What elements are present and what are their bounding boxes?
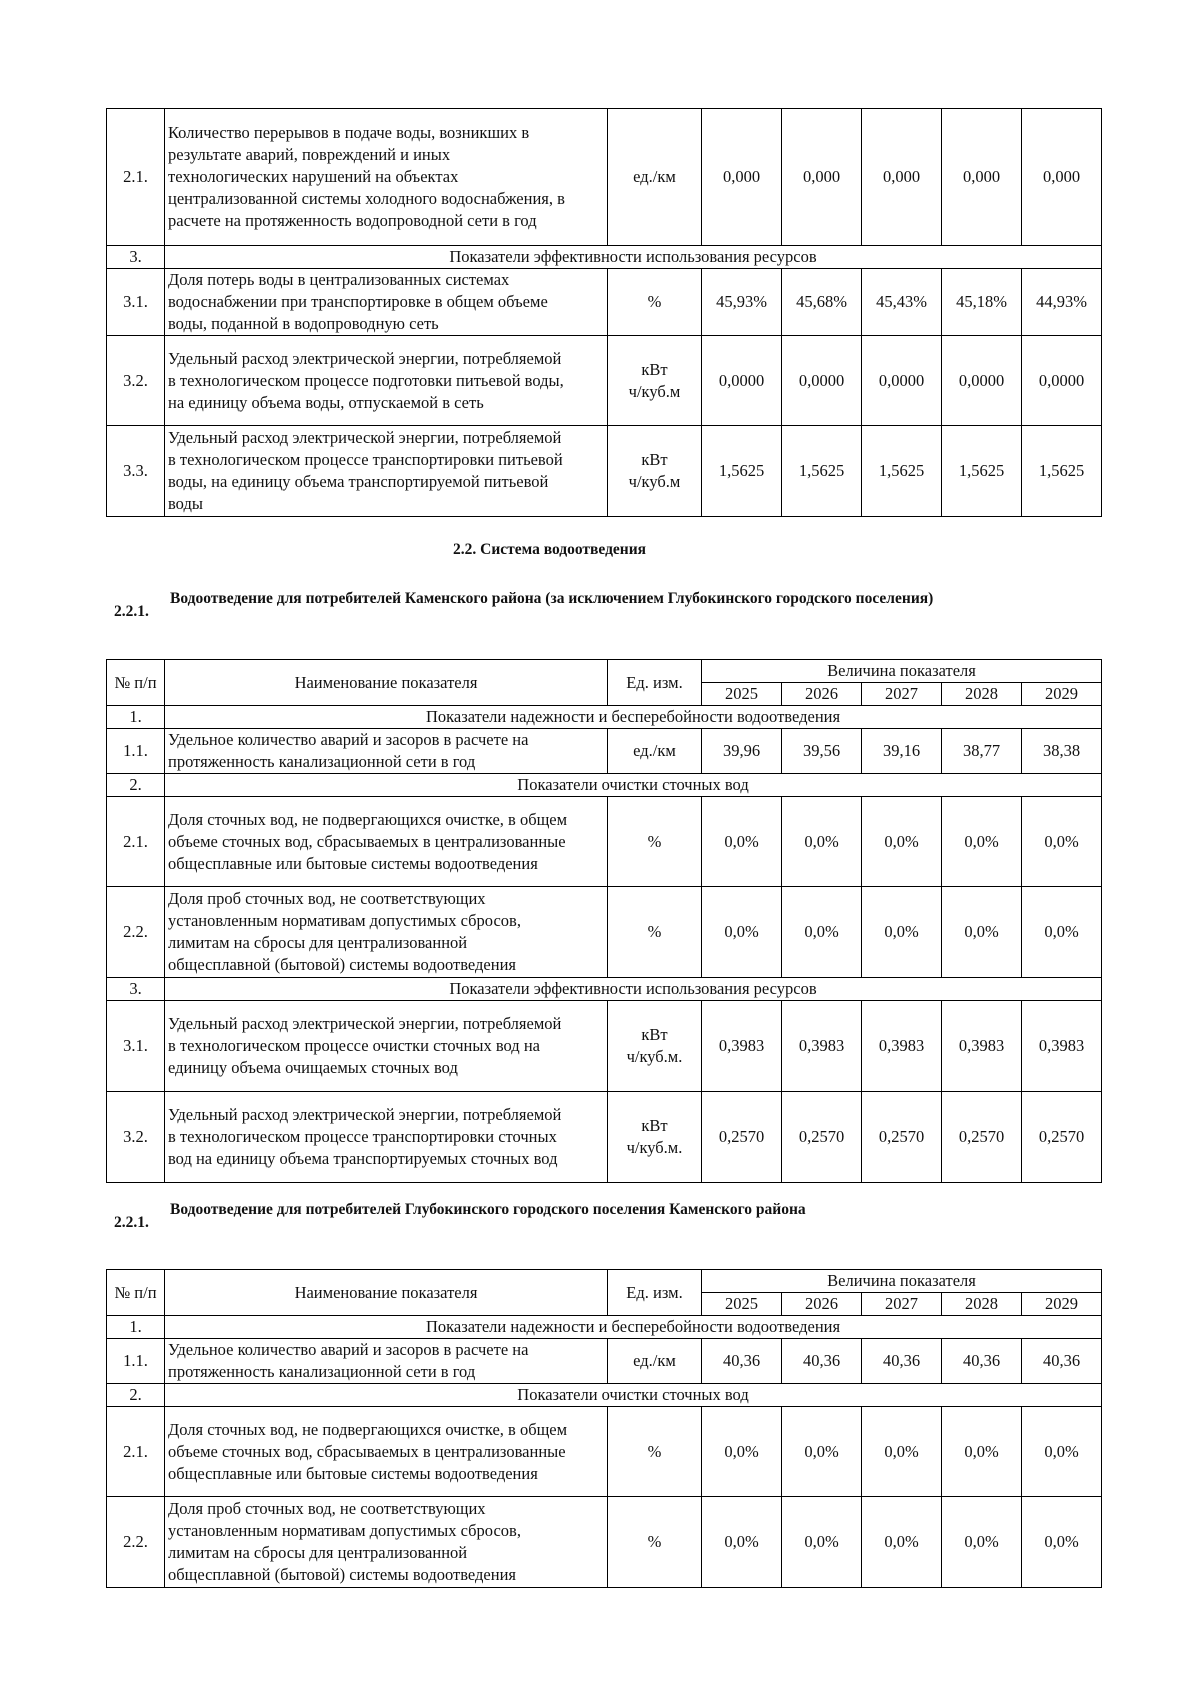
unit-cell: ед./км bbox=[608, 1339, 702, 1384]
value-cell: 0,0% bbox=[1022, 797, 1102, 887]
header-value: Величина показателя bbox=[702, 1270, 1102, 1293]
subsection-title: Водоотведение для потребителей Каменского района (за исключением Глубокинского городского поселения) bbox=[170, 590, 934, 607]
header-year: 2028 bbox=[942, 1293, 1022, 1316]
header-unit: Ед. изм. bbox=[608, 1270, 702, 1316]
row-number: 3.1. bbox=[107, 1001, 165, 1092]
value-cell: 44,93% bbox=[1022, 269, 1102, 336]
value-cell: 0,0% bbox=[942, 1407, 1022, 1497]
value-cell: 0,0% bbox=[942, 887, 1022, 978]
wastewater-table-glubokinsky bbox=[106, 1269, 1102, 1588]
value-cell: 1,5625 bbox=[702, 426, 782, 517]
value-cell: 0,2570 bbox=[1022, 1092, 1102, 1183]
value-cell: 0,0% bbox=[1022, 1407, 1102, 1497]
subsection-title: Водоотведение для потребителей Глубокинского городского поселения Каменского района bbox=[170, 1201, 806, 1218]
value-cell: 0,0% bbox=[862, 1497, 942, 1588]
row-number: 1.1. bbox=[107, 729, 165, 774]
row-number: 1. bbox=[107, 1316, 165, 1339]
indicator-name: Удельный расход электрической энергии, потребляемой в технологическом процессе транспортировки сточных вод на единицу объема транспортируемых сточных вод bbox=[165, 1092, 608, 1183]
value-cell: 0,0% bbox=[782, 797, 862, 887]
indicator-name: Доля потерь воды в централизованных системах водоснабжении при транспортировке в общем объеме воды, поданной в водопроводную сеть bbox=[165, 269, 608, 336]
section-title: Показатели эффективности использования ресурсов bbox=[165, 246, 1102, 269]
table-row bbox=[107, 1092, 1102, 1183]
row-number: 2.1. bbox=[107, 109, 165, 246]
value-cell: 0,0% bbox=[862, 887, 942, 978]
value-cell: 0,0% bbox=[782, 1497, 862, 1588]
row-number: 3. bbox=[107, 246, 165, 269]
header-row bbox=[107, 660, 1102, 683]
value-cell: 0,2570 bbox=[702, 1092, 782, 1183]
value-cell: 39,96 bbox=[702, 729, 782, 774]
section-row bbox=[107, 1384, 1102, 1407]
value-cell: 0,3983 bbox=[1022, 1001, 1102, 1092]
value-cell: 45,43% bbox=[862, 269, 942, 336]
value-cell: 45,68% bbox=[782, 269, 862, 336]
value-cell: 0,0% bbox=[782, 887, 862, 978]
value-cell: 0,2570 bbox=[782, 1092, 862, 1183]
table-row bbox=[107, 1001, 1102, 1092]
header-year: 2026 bbox=[782, 683, 862, 706]
unit-cell: кВт ч/куб.м bbox=[608, 336, 702, 426]
section-row bbox=[107, 774, 1102, 797]
indicator-name: Удельный расход электрической энергии, потребляемой в технологическом процессе подготовки питьевой воды, на единицу объема воды, отпускаемой в сеть bbox=[165, 336, 608, 426]
value-cell: 0,0% bbox=[702, 887, 782, 978]
value-cell: 0,0000 bbox=[862, 336, 942, 426]
value-cell: 1,5625 bbox=[782, 426, 862, 517]
value-cell: 0,0000 bbox=[702, 336, 782, 426]
section-row bbox=[107, 246, 1102, 269]
value-cell: 38,77 bbox=[942, 729, 1022, 774]
section-title: Показатели эффективности использования ресурсов bbox=[165, 978, 1102, 1001]
header-name: Наименование показателя bbox=[165, 660, 608, 706]
unit-cell: % bbox=[608, 269, 702, 336]
value-cell: 0,3983 bbox=[782, 1001, 862, 1092]
row-number: 3.1. bbox=[107, 269, 165, 336]
value-cell: 40,36 bbox=[942, 1339, 1022, 1384]
value-cell: 0,2570 bbox=[862, 1092, 942, 1183]
header-year: 2027 bbox=[862, 1293, 942, 1316]
unit-cell: кВт ч/куб.м. bbox=[608, 1092, 702, 1183]
value-cell: 0,000 bbox=[702, 109, 782, 246]
value-cell: 0,0% bbox=[702, 797, 782, 887]
table-row bbox=[107, 1407, 1102, 1497]
row-number: 2.2. bbox=[107, 1497, 165, 1588]
value-cell: 45,93% bbox=[702, 269, 782, 336]
row-number: 1.1. bbox=[107, 1339, 165, 1384]
value-cell: 0,0% bbox=[942, 1497, 1022, 1588]
row-number: 2.2. bbox=[107, 887, 165, 978]
table-row bbox=[107, 1339, 1102, 1384]
header-year: 2027 bbox=[862, 683, 942, 706]
section-row bbox=[107, 1316, 1102, 1339]
table-row bbox=[107, 729, 1102, 774]
table-row bbox=[107, 1497, 1102, 1588]
value-cell: 0,0% bbox=[862, 797, 942, 887]
header-year: 2029 bbox=[1022, 683, 1102, 706]
row-number: 2. bbox=[107, 1384, 165, 1407]
unit-cell: % bbox=[608, 1497, 702, 1588]
value-cell: 0,3983 bbox=[942, 1001, 1022, 1092]
section-title: Показатели надежности и бесперебойности водоотведения bbox=[165, 1316, 1102, 1339]
value-cell: 0,0% bbox=[1022, 887, 1102, 978]
wastewater-table-kamensky bbox=[106, 659, 1102, 1183]
value-cell: 0,0000 bbox=[942, 336, 1022, 426]
header-value: Величина показателя bbox=[702, 660, 1102, 683]
value-cell: 0,0000 bbox=[1022, 336, 1102, 426]
subsection-number: 2.2.1. bbox=[114, 1214, 149, 1231]
value-cell: 45,18% bbox=[942, 269, 1022, 336]
value-cell: 0,3983 bbox=[702, 1001, 782, 1092]
header-year: 2026 bbox=[782, 1293, 862, 1316]
value-cell: 40,36 bbox=[782, 1339, 862, 1384]
indicator-name: Удельное количество аварий и засоров в расчете на протяженность канализационной сети в год bbox=[165, 1339, 608, 1384]
row-number: 3. bbox=[107, 978, 165, 1001]
value-cell: 38,38 bbox=[1022, 729, 1102, 774]
unit-cell: % bbox=[608, 797, 702, 887]
section-row bbox=[107, 706, 1102, 729]
value-cell: 0,0% bbox=[1022, 1497, 1102, 1588]
header-year: 2025 bbox=[702, 1293, 782, 1316]
header-year: 2028 bbox=[942, 683, 1022, 706]
value-cell: 0,000 bbox=[1022, 109, 1102, 246]
value-cell: 0,000 bbox=[942, 109, 1022, 246]
row-number: 1. bbox=[107, 706, 165, 729]
table-row bbox=[107, 797, 1102, 887]
row-number: 3.3. bbox=[107, 426, 165, 517]
header-unit: Ед. изм. bbox=[608, 660, 702, 706]
unit-cell: % bbox=[608, 1407, 702, 1497]
unit-cell: ед./км bbox=[608, 729, 702, 774]
value-cell: 40,36 bbox=[702, 1339, 782, 1384]
value-cell: 0,0% bbox=[702, 1407, 782, 1497]
row-number: 2. bbox=[107, 774, 165, 797]
header-year: 2025 bbox=[702, 683, 782, 706]
value-cell: 40,36 bbox=[862, 1339, 942, 1384]
value-cell: 0,0% bbox=[782, 1407, 862, 1497]
indicator-name: Удельный расход электрической энергии, потребляемой в технологическом процессе очистки сточных вод на единицу объема очищаемых сточных вод bbox=[165, 1001, 608, 1092]
indicator-name: Удельное количество аварий и засоров в расчете на протяженность канализационной сети в год bbox=[165, 729, 608, 774]
indicator-name: Доля сточных вод, не подвергающихся очистке, в общем объеме сточных вод, сбрасываемых в централизованные общесплавные или бытовые системы водоотведения bbox=[165, 1407, 608, 1497]
value-cell: 0,0000 bbox=[782, 336, 862, 426]
unit-cell: кВт ч/куб.м. bbox=[608, 1001, 702, 1092]
indicator-name: Доля проб сточных вод, не соответствующих установленным нормативам допустимых сбросов, лимитам на сбросы для централизованной общесплавной (бытовой) системы водоотведения bbox=[165, 887, 608, 978]
section-title: Показатели очистки сточных вод bbox=[165, 1384, 1102, 1407]
table-row bbox=[107, 426, 1102, 517]
section-title-wastewater: 2.2. Система водоотведения bbox=[453, 541, 647, 558]
row-number: 2.1. bbox=[107, 797, 165, 887]
row-number: 2.1. bbox=[107, 1407, 165, 1497]
row-number: 3.2. bbox=[107, 336, 165, 426]
row-number: 3.2. bbox=[107, 1092, 165, 1183]
indicator-name: Количество перерывов в подаче воды, возникших в результате аварий, повреждений и иных технологических нарушений на объектах централизованной системы холодного водоснабжения, в расчете на протяженность водопроводной сети в год bbox=[165, 109, 608, 246]
value-cell: 0,3983 bbox=[862, 1001, 942, 1092]
value-cell: 1,5625 bbox=[862, 426, 942, 517]
value-cell: 1,5625 bbox=[1022, 426, 1102, 517]
unit-cell: ед./км bbox=[608, 109, 702, 246]
value-cell: 0,0% bbox=[702, 1497, 782, 1588]
value-cell: 39,16 bbox=[862, 729, 942, 774]
header-num: № п/п bbox=[107, 1270, 165, 1316]
value-cell: 0,0% bbox=[862, 1407, 942, 1497]
value-cell: 0,000 bbox=[782, 109, 862, 246]
unit-cell: кВт ч/куб.м bbox=[608, 426, 702, 517]
value-cell: 0,0% bbox=[942, 797, 1022, 887]
value-cell: 0,000 bbox=[862, 109, 942, 246]
water-supply-table-continued bbox=[106, 108, 1102, 517]
value-cell: 1,5625 bbox=[942, 426, 1022, 517]
table-row bbox=[107, 269, 1102, 336]
header-name: Наименование показателя bbox=[165, 1270, 608, 1316]
section-title: Показатели очистки сточных вод bbox=[165, 774, 1102, 797]
header-num: № п/п bbox=[107, 660, 165, 706]
indicator-name: Удельный расход электрической энергии, потребляемой в технологическом процессе транспортировки питьевой воды, на единицу объема транспортируемой питьевой воды bbox=[165, 426, 608, 517]
section-row bbox=[107, 978, 1102, 1001]
section-title: Показатели надежности и бесперебойности водоотведения bbox=[165, 706, 1102, 729]
table-row bbox=[107, 336, 1102, 426]
indicator-name: Доля сточных вод, не подвергающихся очистке, в общем объеме сточных вод, сбрасываемых в централизованные общесплавные или бытовые системы водоотведения bbox=[165, 797, 608, 887]
indicator-name: Доля проб сточных вод, не соответствующих установленным нормативам допустимых сбросов, лимитам на сбросы для централизованной общесплавной (бытовой) системы водоотведения bbox=[165, 1497, 608, 1588]
header-year: 2029 bbox=[1022, 1293, 1102, 1316]
unit-cell: % bbox=[608, 887, 702, 978]
value-cell: 0,2570 bbox=[942, 1092, 1022, 1183]
subsection-number: 2.2.1. bbox=[114, 603, 149, 620]
header-row bbox=[107, 1270, 1102, 1293]
value-cell: 39,56 bbox=[782, 729, 862, 774]
table-row bbox=[107, 887, 1102, 978]
value-cell: 40,36 bbox=[1022, 1339, 1102, 1384]
table-row bbox=[107, 109, 1102, 246]
